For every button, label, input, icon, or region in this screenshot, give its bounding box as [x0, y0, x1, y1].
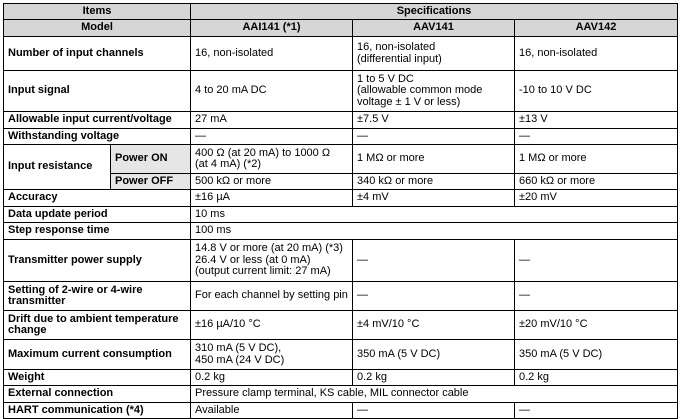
header-row-model [4, 20, 678, 37]
max-current-aav141: 350 mA (5 V DC) [353, 340, 515, 370]
label-power-off: Power OFF [111, 174, 191, 190]
model-aav141: AAV141 [353, 20, 515, 37]
label-weight: Weight [4, 370, 191, 386]
specifications-table [3, 3, 678, 419]
label-accuracy: Accuracy [4, 190, 191, 207]
data-update-value: 10 ms [191, 207, 678, 223]
row-data-update [4, 207, 678, 223]
accuracy-aav141: ±4 mV [353, 190, 515, 207]
row-input-resistance-on [4, 145, 678, 174]
input-signal-aav141: 1 to 5 V DC (allowable common mode voltage ± 1 V or less) [353, 71, 515, 112]
accuracy-aav142: ±20 mV [515, 190, 678, 207]
label-input-channels: Number of input channels [4, 37, 191, 71]
row-wire-setting [4, 282, 678, 311]
label-transmitter-power: Transmitter power supply [4, 240, 191, 282]
input-signal-aav142: -10 to 10 V DC [515, 71, 678, 112]
withstanding-voltage-aav142: — [515, 129, 678, 145]
hart-aai141: Available [191, 403, 353, 419]
drift-aav141: ±4 mV/10 °C [353, 311, 515, 340]
row-accuracy [4, 190, 678, 207]
power-on-aai141: 400 Ω (at 20 mA) to 1000 Ω (at 4 mA) (*2) [191, 145, 353, 174]
label-input-signal: Input signal [4, 71, 191, 112]
row-drift [4, 311, 678, 340]
label-power-on: Power ON [111, 145, 191, 174]
label-input-resistance: Input resistance [4, 145, 111, 190]
label-drift: Drift due to ambient temperature change [4, 311, 191, 340]
drift-aav142: ±20 mV/10 °C [515, 311, 678, 340]
row-hart [4, 403, 678, 419]
allowable-input-aai141: 27 mA [191, 112, 353, 129]
accuracy-aai141: ±16 µA [191, 190, 353, 207]
power-off-aav141: 340 kΩ or more [353, 174, 515, 190]
withstanding-voltage-aai141: — [191, 129, 353, 145]
model-aai141: AAI141 (*1) [191, 20, 353, 37]
input-signal-aai141: 4 to 20 mA DC [191, 71, 353, 112]
label-max-current: Maximum current consumption [4, 340, 191, 370]
model-aav142: AAV142 [515, 20, 678, 37]
label-allowable-input: Allowable input current/voltage [4, 112, 191, 129]
model-header: Model [4, 20, 191, 37]
label-withstanding-voltage: Withstanding voltage [4, 129, 191, 145]
row-input-channels [4, 37, 678, 71]
max-current-aav142: 350 mA (5 V DC) [515, 340, 678, 370]
allowable-input-aav141: ±7.5 V [353, 112, 515, 129]
input-channels-aai141: 16, non-isolated [191, 37, 353, 71]
allowable-input-aav142: ±13 V [515, 112, 678, 129]
row-max-current [4, 340, 678, 370]
hart-aav141: — [353, 403, 515, 419]
input-channels-aav142: 16, non-isolated [515, 37, 678, 71]
row-withstanding-voltage [4, 129, 678, 145]
power-off-aai141: 500 kΩ or more [191, 174, 353, 190]
specifications-header: Specifications [191, 4, 678, 20]
power-off-aav142: 660 kΩ or more [515, 174, 678, 190]
power-on-aav142: 1 MΩ or more [515, 145, 678, 174]
row-weight [4, 370, 678, 386]
power-on-aav141: 1 MΩ or more [353, 145, 515, 174]
transmitter-power-aav141: — [353, 240, 515, 282]
transmitter-power-aav142: — [515, 240, 678, 282]
wire-setting-aav142: — [515, 282, 678, 311]
weight-aav142: 0.2 kg [515, 370, 678, 386]
label-data-update: Data update period [4, 207, 191, 223]
row-allowable-input [4, 112, 678, 129]
transmitter-power-aai141: 14.8 V or more (at 20 mA) (*3) 26.4 V or less (at 0 mA) (output current limit: 27 mA) [191, 240, 353, 282]
items-header: Items [4, 4, 191, 20]
row-external-connection [4, 386, 678, 403]
label-step-response: Step response time [4, 223, 191, 240]
label-external-connection: External connection [4, 386, 191, 403]
input-channels-aav141: 16, non-isolated (differential input) [353, 37, 515, 71]
header-row-top [4, 4, 678, 20]
wire-setting-aai141: For each channel by setting pin [191, 282, 353, 311]
step-response-value: 100 ms [191, 223, 678, 240]
row-transmitter-power [4, 240, 678, 282]
weight-aai141: 0.2 kg [191, 370, 353, 386]
label-wire-setting: Setting of 2-wire or 4-wire transmitter [4, 282, 191, 311]
external-connection-value: Pressure clamp terminal, KS cable, MIL connector cable [191, 386, 678, 403]
weight-aav141: 0.2 kg [353, 370, 515, 386]
wire-setting-aav141: — [353, 282, 515, 311]
withstanding-voltage-aav141: — [353, 129, 515, 145]
max-current-aai141: 310 mA (5 V DC), 450 mA (24 V DC) [191, 340, 353, 370]
hart-aav142: — [515, 403, 678, 419]
drift-aai141: ±16 µA/10 °C [191, 311, 353, 340]
row-step-response [4, 223, 678, 240]
label-hart: HART communication (*4) [4, 403, 191, 419]
row-input-signal [4, 71, 678, 112]
